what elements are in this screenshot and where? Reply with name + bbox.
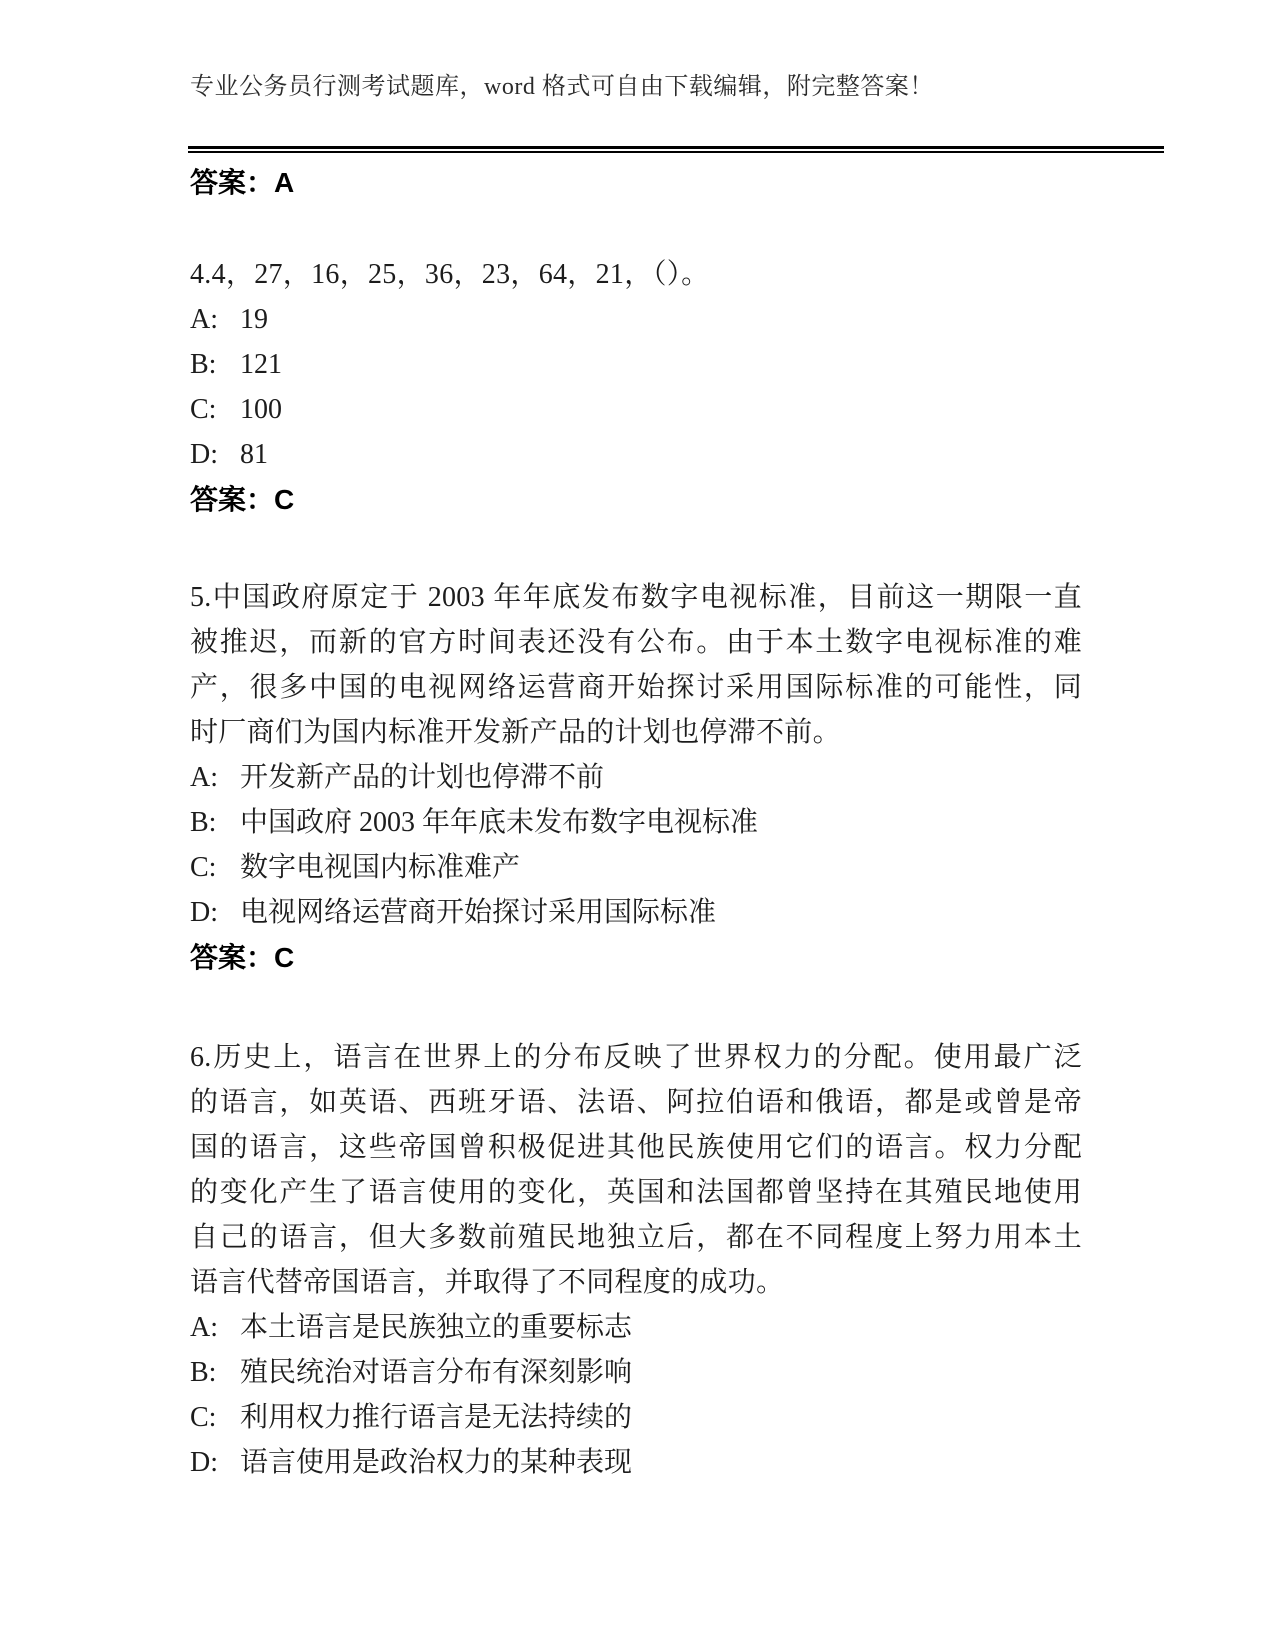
option-text: 数字电视国内标准难产 — [240, 852, 521, 883]
option-row — [190, 890, 1082, 935]
question-text-line: 4.4，27，16，25，36，23，64，21，（）。 — [190, 259, 710, 290]
option-label: D: — [190, 897, 218, 928]
question-text-line: 6.历史上，语言在世界上的分布反映了世界权力的分配。使用最广泛 — [190, 1042, 1082, 1073]
question-block-5 — [190, 575, 1082, 980]
option-row — [190, 342, 1082, 387]
option-text: 开发新产品的计划也停滞不前 — [240, 762, 605, 793]
question-text-line: 被推迟，而新的官方时间表还没有公布。由于本土数字电视标准的难 — [190, 627, 1082, 658]
option-row — [190, 1395, 1082, 1440]
option-row — [190, 1440, 1082, 1485]
option-row — [190, 387, 1082, 432]
question-text-line: 时厂商们为国内标准开发新产品的计划也停滞不前。 — [190, 717, 841, 748]
question-text-line: 的变化产生了语言使用的变化，英国和法国都曾坚持在其殖民地使用 — [190, 1177, 1082, 1208]
option-row — [190, 1350, 1082, 1395]
question-text-line: 语言代替帝国语言，并取得了不同程度的成功。 — [190, 1267, 785, 1298]
option-label: C: — [190, 394, 217, 425]
question-block-6 — [190, 1035, 1082, 1485]
header-double-rule — [188, 146, 1164, 153]
page-header-title: 专业公务员行测考试题库，word 格式可自由下载编辑，附完整答案！ — [190, 74, 934, 100]
option-label: D: — [190, 1447, 218, 1478]
option-label: C: — [190, 852, 217, 883]
option-text: 电视网络运营商开始探讨采用国际标准 — [240, 897, 717, 928]
option-text: 殖民统治对语言分布有深刻影响 — [240, 1357, 633, 1388]
option-row — [190, 800, 1082, 845]
option-label: B: — [190, 1357, 217, 1388]
option-text: 语言使用是政治权力的某种表现 — [240, 1447, 633, 1478]
option-text: 100 — [240, 394, 282, 425]
question-text-line: 的语言，如英语、西班牙语、法语、阿拉伯语和俄语，都是或曾是帝 — [190, 1087, 1082, 1118]
option-row — [190, 297, 1082, 342]
answer-label: 答案：C — [190, 484, 295, 515]
option-text: 81 — [240, 439, 268, 470]
option-text: 121 — [240, 349, 282, 380]
answer-label: 答案：C — [190, 942, 295, 973]
option-row — [190, 432, 1082, 477]
question-text-line: 国的语言，这些帝国曾积极促进其他民族使用它们的语言。权力分配 — [190, 1132, 1082, 1163]
question-block-4 — [190, 252, 1082, 522]
option-label: B: — [190, 349, 217, 380]
question-text-line: 5.中国政府原定于 2003 年年底发布数字电视标准，目前这一期限一直 — [190, 582, 1082, 613]
option-label: B: — [190, 807, 217, 838]
question-text-line: 产，很多中国的电视网络运营商开始探讨采用国际标准的可能性，同 — [190, 672, 1082, 703]
option-label: A: — [190, 304, 218, 335]
option-row — [190, 755, 1082, 800]
option-row — [190, 1305, 1082, 1350]
answer-label: 答案：A — [190, 167, 295, 198]
option-text: 本土语言是民族独立的重要标志 — [240, 1312, 633, 1343]
option-label: A: — [190, 762, 218, 793]
option-label: D: — [190, 439, 218, 470]
previous-question-answer-wrap — [190, 160, 1082, 205]
option-text: 19 — [240, 304, 268, 335]
option-row — [190, 845, 1082, 890]
option-text: 中国政府 2003 年年底未发布数字电视标准 — [240, 807, 759, 838]
option-label: C: — [190, 1402, 217, 1433]
option-text: 利用权力推行语言是无法持续的 — [240, 1402, 633, 1433]
option-label: A: — [190, 1312, 218, 1343]
question-text-line: 自己的语言，但大多数前殖民地独立后，都在不同程度上努力用本土 — [190, 1222, 1082, 1253]
